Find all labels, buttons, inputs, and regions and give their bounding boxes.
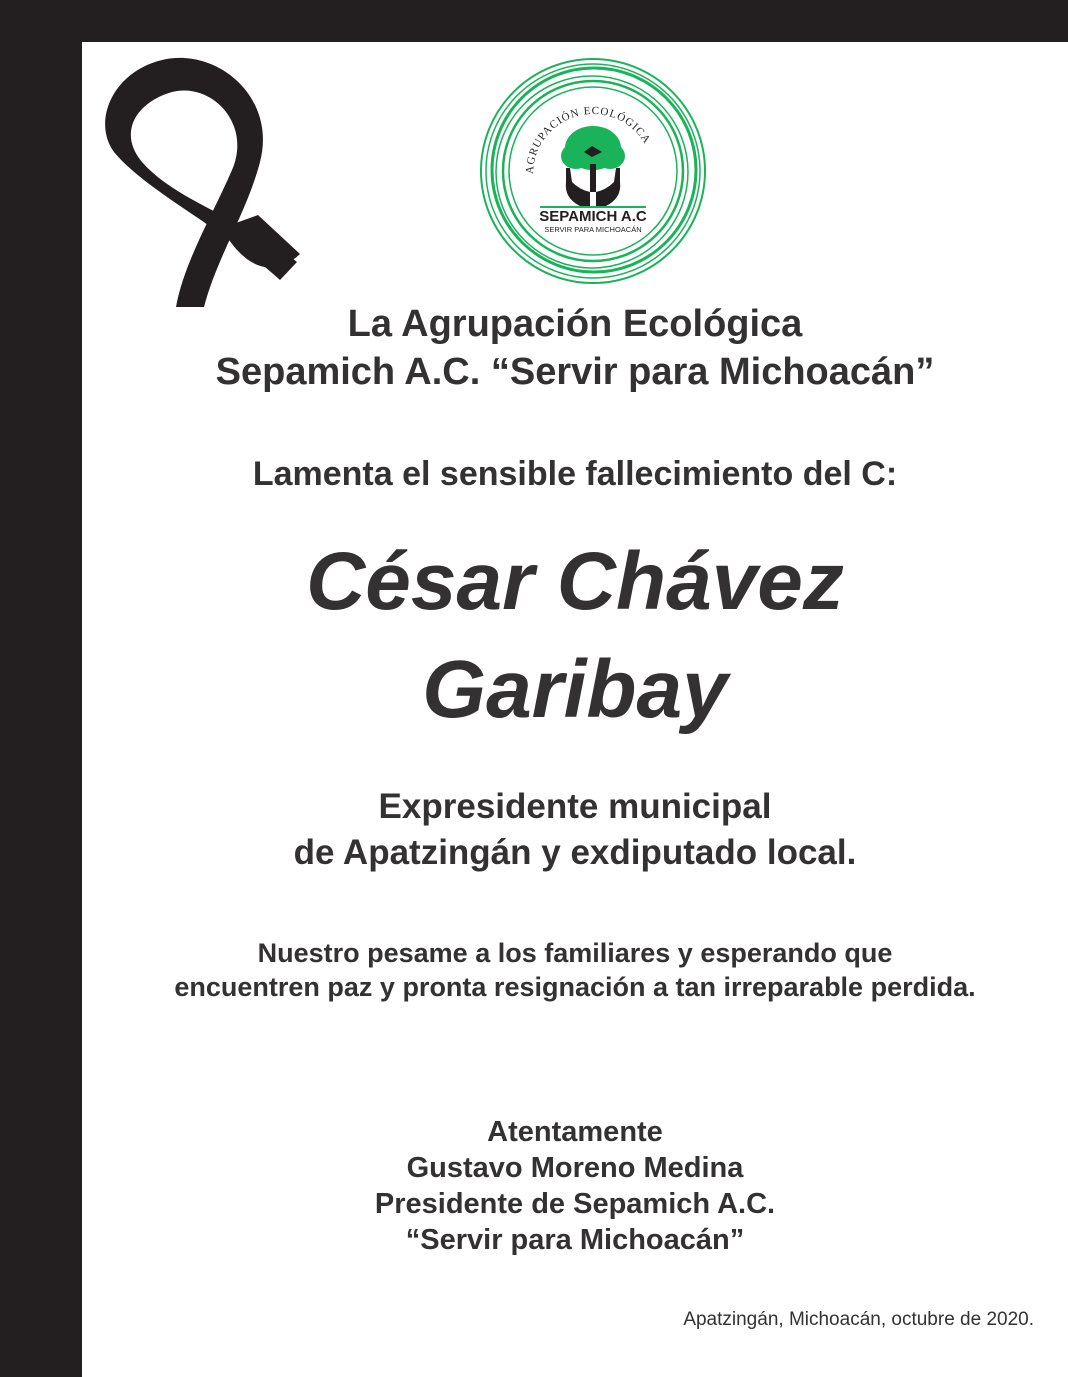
logo-tagline: SERVIR PARA MICHOACÁN [544, 225, 642, 234]
org-line: Sepamich A.C. “Servir para Michoacán” [215, 351, 935, 393]
mourning-ribbon-icon [92, 52, 310, 308]
signature-line: “Servir para Michoacán” [405, 1224, 745, 1256]
condolence-line: encuentren paz y pronta resignación a tan irreparable perdida. [174, 972, 976, 1002]
signature-line: Presidente de Sepamich A.C. [374, 1188, 776, 1220]
top-black-border [0, 0, 1068, 42]
role-line: de Apatzingán y exdiputado local. [293, 833, 857, 872]
logo-name: SEPAMICH A.C [539, 208, 647, 225]
deceased-role [82, 784, 1068, 876]
condolence-message [82, 936, 1068, 1004]
organization-heading [82, 300, 1068, 396]
place-date: Apatzingán, Michoacán, octubre de 2020. [683, 1309, 1034, 1330]
signature-line: Gustavo Moreno Medina [406, 1152, 744, 1184]
org-line: La Agrupación Ecológica [347, 303, 803, 345]
left-black-border [0, 0, 82, 1377]
condolence-line: Nuestro pesame a los familiares y esperando que [257, 938, 893, 968]
lament-text: Lamenta el sensible fallecimiento del C: [252, 455, 898, 493]
signature-block [82, 1114, 1068, 1258]
signature-line: Atentamente [487, 1116, 663, 1148]
deceased-name [82, 528, 1068, 744]
role-line: Expresidente municipal [378, 787, 772, 826]
name-line: Garibay [422, 644, 728, 735]
name-line: César Chávez [306, 536, 844, 627]
sepamich-logo [478, 56, 708, 286]
logo-arc-text: AGRUPACIÓN ECOLÓGICA [523, 104, 653, 175]
